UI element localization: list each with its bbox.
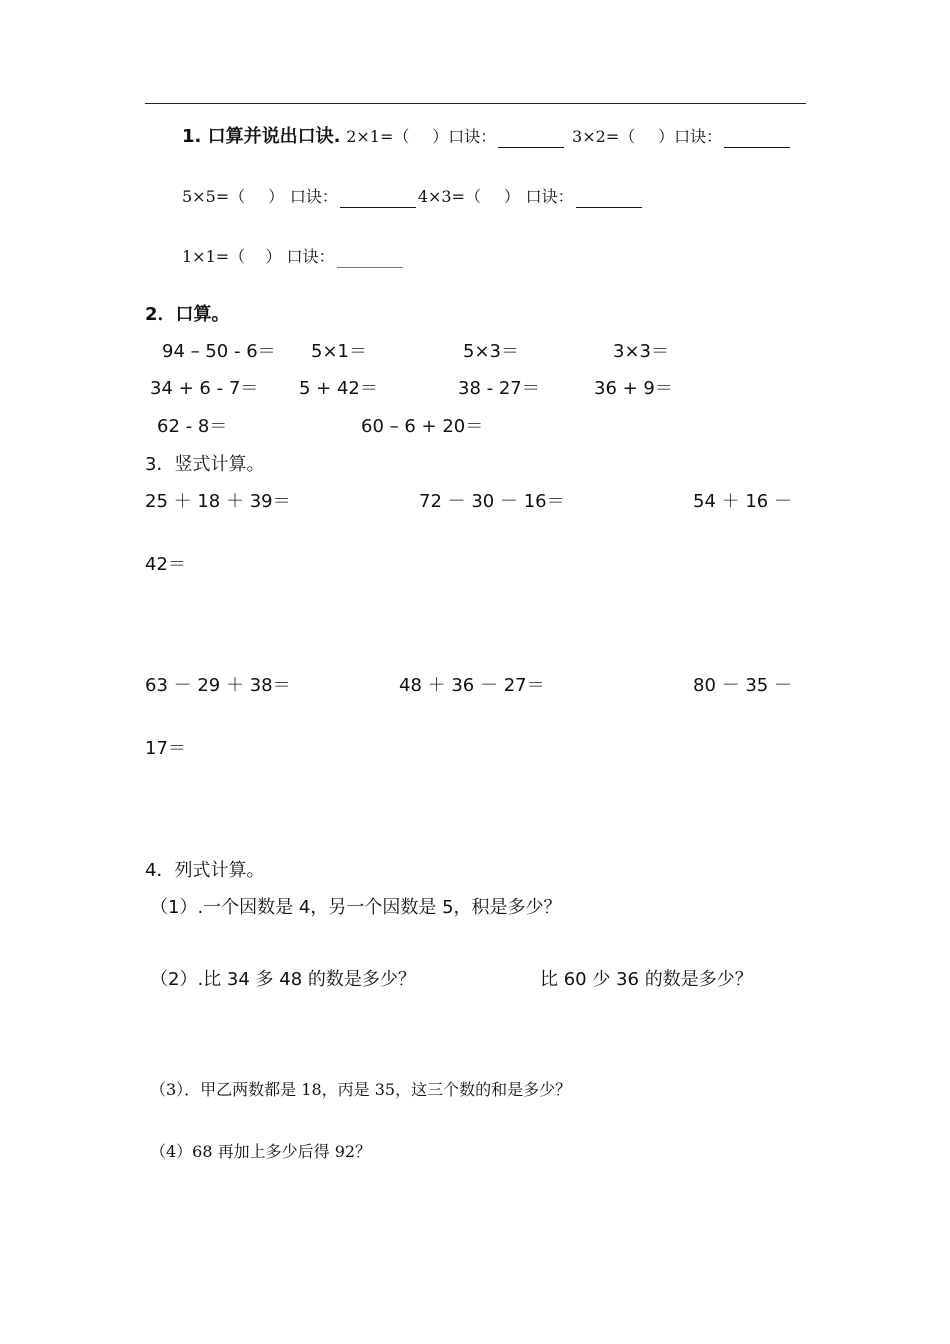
mental-problem-9: 62 - 8＝ bbox=[157, 416, 228, 437]
oral-item-1-expr: 2×1=（ bbox=[346, 127, 410, 146]
mental-problem-7: 38 - 27＝ bbox=[458, 378, 540, 399]
section1-line2 bbox=[182, 186, 644, 208]
vertical-problem-1: 25 ＋ 18 ＋ 39＝ bbox=[145, 491, 291, 512]
mental-problem-1: 94 – 50 - 6＝ bbox=[162, 341, 276, 362]
oral-item-5-blank[interactable] bbox=[337, 249, 403, 268]
section1-line1 bbox=[182, 126, 792, 148]
oral-item-3-expr: 5×5=（ bbox=[182, 187, 246, 206]
oral-item-2-close: ） bbox=[658, 127, 675, 146]
oral-item-4-label: 口诀： bbox=[525, 187, 574, 206]
mental-problem-5: 34 + 6 - 7＝ bbox=[150, 378, 259, 399]
oral-item-1-close: ） bbox=[432, 127, 449, 146]
section1-heading: 1. 口算并说出口诀. bbox=[182, 126, 341, 147]
oral-item-2-label: 口诀： bbox=[674, 127, 723, 146]
oral-item-3-label: 口诀： bbox=[289, 187, 338, 206]
mental-problem-4: 3×3＝ bbox=[613, 341, 669, 362]
vertical-problem-2: 72 － 30 － 16＝ bbox=[419, 491, 565, 512]
vertical-problem-6b: 17＝ bbox=[145, 738, 186, 759]
word-problem-2b: 比 60 少 36 的数是多少？ bbox=[540, 969, 753, 990]
section2-heading: 2．口算。 bbox=[145, 304, 230, 325]
vertical-problem-3b: 42＝ bbox=[145, 554, 186, 575]
oral-item-5-expr: 1×1=（ bbox=[182, 247, 246, 266]
word-problem-3: （3）．甲乙两数都是 18，丙是 35，这三个数的和是多少？ bbox=[150, 1080, 572, 1099]
section1-line3 bbox=[182, 246, 405, 268]
oral-item-5-label: 口诀： bbox=[286, 247, 335, 266]
mental-problem-2: 5×1＝ bbox=[311, 341, 367, 362]
word-problem-4: （4）68 再加上多少后得 92？ bbox=[150, 1142, 372, 1161]
oral-item-3-close: ） bbox=[268, 187, 285, 206]
section3-heading: 3．竖式计算。 bbox=[145, 454, 265, 475]
vertical-problem-3a: 54 ＋ 16 － bbox=[693, 491, 792, 512]
oral-item-1-blank[interactable] bbox=[498, 129, 564, 148]
oral-item-3-blank[interactable] bbox=[340, 189, 416, 208]
oral-item-2-expr: 3×2=（ bbox=[572, 127, 636, 146]
oral-item-4-blank[interactable] bbox=[576, 189, 642, 208]
oral-item-5-close: ） bbox=[265, 247, 282, 266]
word-problem-1: （1）.一个因数是 4，另一个因数是 5，积是多少？ bbox=[150, 897, 562, 918]
section4-heading: 4．列式计算。 bbox=[145, 860, 265, 881]
mental-problem-10: 60 – 6 + 20＝ bbox=[361, 416, 484, 437]
oral-item-1-label: 口诀： bbox=[448, 127, 497, 146]
word-problem-2a: （2）.比 34 多 48 的数是多少？ bbox=[150, 969, 416, 990]
vertical-problem-4: 63 － 29 ＋ 38＝ bbox=[145, 675, 291, 696]
oral-item-4-expr: 4×3=（ bbox=[417, 187, 482, 206]
vertical-problem-6a: 80 － 35 － bbox=[693, 675, 792, 696]
oral-item-4-close: ） bbox=[503, 187, 520, 206]
oral-item-2-blank[interactable] bbox=[724, 129, 790, 148]
mental-problem-6: 5 + 42＝ bbox=[299, 378, 378, 399]
mental-problem-8: 36 + 9＝ bbox=[594, 378, 673, 399]
vertical-problem-5: 48 ＋ 36 － 27＝ bbox=[399, 675, 545, 696]
header-rule bbox=[145, 103, 806, 104]
mental-problem-3: 5×3＝ bbox=[463, 341, 519, 362]
